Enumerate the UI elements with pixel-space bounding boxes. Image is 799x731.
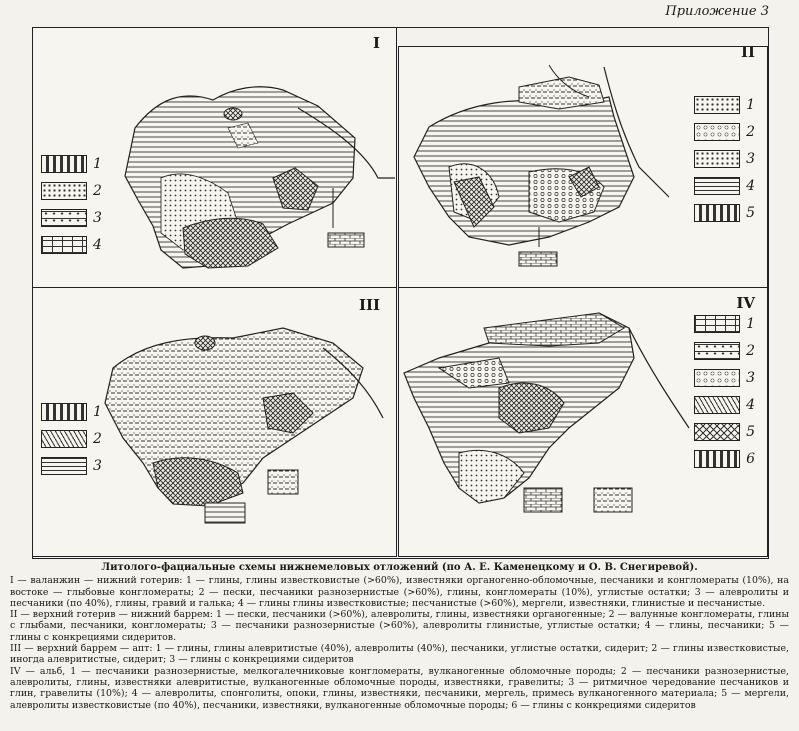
legend-item xyxy=(41,425,102,452)
legend-swatch xyxy=(694,342,740,360)
caption-paragraph-i: I — валанжин — нижний готерив: 1 — глины, глины известковистые (>60%), известняки органогенно-обломочные, песчаники и конгломераты (10%), на востоке — глыбовые конгломераты; 2 — пески, песчаники разнозернистые (>60%), глины, конгломераты (10%), углистые остатки; 3 — алевролиты и песчаники (по 40%), глины, гравий и галька; 4 — глины глины известковистые; песчанистые (>60%), мергели, известняки, глинистые и песчанистые. xyxy=(10,575,789,609)
legend-swatch xyxy=(694,204,740,222)
legend-number: 3 xyxy=(746,150,755,167)
legend-item xyxy=(694,199,755,226)
legend-swatch xyxy=(694,396,740,414)
legend-swatch xyxy=(41,236,87,254)
legend-number: 6 xyxy=(746,450,755,467)
legend-swatch xyxy=(694,315,740,333)
legend-number: 2 xyxy=(746,342,755,359)
caption-title: Литолого-фациальные схемы нижнемеловых отложений (по А. Е. Каменецкому и О. В. Снегиревой). xyxy=(101,562,698,573)
legend-number: 3 xyxy=(746,369,755,386)
legend-number: 2 xyxy=(746,123,755,140)
legend-number: 1 xyxy=(93,155,102,172)
legend-item xyxy=(694,145,755,172)
legend-swatch xyxy=(41,457,87,475)
legend-number: 4 xyxy=(93,236,102,253)
panel-iv-legend xyxy=(694,310,755,472)
legend-number: 3 xyxy=(93,209,102,226)
legend-number: 2 xyxy=(93,182,102,199)
panel-iii-label: III xyxy=(358,296,380,314)
legend-number: 4 xyxy=(746,396,755,413)
legend-item xyxy=(694,172,755,199)
legend-item xyxy=(41,231,102,258)
caption-paragraph-iii: III — верхний баррем — апт: 1 — глины, глины алевритистые (40%), алевролиты (40%), песчаники, углистые остатки, сидерит; 2 — глины известковистые, иногда алевритистые, сидерит; 3 — глины с конкрециями сидеритов xyxy=(10,643,789,666)
legend-swatch xyxy=(694,423,740,441)
legend-swatch xyxy=(694,123,740,141)
panel-iii-legend xyxy=(41,398,102,479)
legend-item xyxy=(41,452,102,479)
legend-number: 4 xyxy=(746,177,755,194)
panel-i-legend xyxy=(41,150,102,258)
panel-ii-label: II xyxy=(740,46,755,61)
legend-swatch xyxy=(694,96,740,114)
panel-iv xyxy=(398,287,768,557)
panel-i xyxy=(32,27,397,289)
legend-swatch xyxy=(41,209,87,227)
legend-item xyxy=(694,337,755,364)
appendix-label: Приложение 3 xyxy=(665,4,769,19)
legend-swatch xyxy=(41,430,87,448)
legend-item xyxy=(41,204,102,231)
legend-item xyxy=(694,310,755,337)
legend-item xyxy=(694,418,755,445)
legend-number: 1 xyxy=(746,315,755,332)
figure-caption xyxy=(10,562,789,711)
legend-item xyxy=(41,177,102,204)
legend-number: 5 xyxy=(746,423,755,440)
legend-number: 5 xyxy=(746,204,755,221)
legend-item xyxy=(41,150,102,177)
panel-iv-label: IV xyxy=(736,294,755,312)
panel-ii xyxy=(398,46,768,290)
legend-swatch xyxy=(41,403,87,421)
panel-i-label: I xyxy=(372,34,380,52)
legend-number: 2 xyxy=(93,430,102,447)
legend-swatch xyxy=(41,182,87,200)
legend-item xyxy=(41,398,102,425)
legend-item xyxy=(694,118,755,145)
legend-swatch xyxy=(694,369,740,387)
legend-item xyxy=(694,364,755,391)
panel-iii xyxy=(32,287,397,557)
legend-number: 1 xyxy=(746,96,755,113)
caption-paragraph-ii: II — верхний готерив — нижний баррем: 1 — пески, песчаники (>60%), алевролиты, глины, известняки органогенные; 2 — валунные конгломераты, глины с глыбами, песчаники, конгломераты; 3 — песчаники разнозернистые (>60%), алевролиты глинистые, углистые остатки; 4 — глины, песчаники; 5 — глины с конкрециями сидеритов. xyxy=(10,609,789,643)
legend-swatch xyxy=(694,150,740,168)
panel-ii-legend xyxy=(694,91,755,226)
legend-number: 3 xyxy=(93,457,102,474)
legend-item xyxy=(694,445,755,472)
caption-paragraph-iv: IV — альб, 1 — песчаники разнозернистые, мелкогалечниковые конгломераты, вулканогенные обломочные породы; 2 — песчаники разнозернистые, алевролиты, глины, известняки алевритистые, вулканогенные обломочные породы, известняки, гравелиты; 3 — ритмичное чередование песчаников и глин, гравелиты (10%); 4 — алевролиты, спонголиты, опоки, глины, известняки, песчаники, мергель, примесь вулканогенного материала; 5 — мергели, алевролиты известковистые (по 40%), песчаники, известняки, вулканогенные обломочные породы; 6 — глины с конкрециями сидеритов xyxy=(10,665,789,711)
legend-item xyxy=(694,91,755,118)
legend-item xyxy=(694,391,755,418)
legend-swatch xyxy=(41,155,87,173)
legend-swatch xyxy=(694,177,740,195)
legend-number: 1 xyxy=(93,403,102,420)
legend-swatch xyxy=(694,450,740,468)
